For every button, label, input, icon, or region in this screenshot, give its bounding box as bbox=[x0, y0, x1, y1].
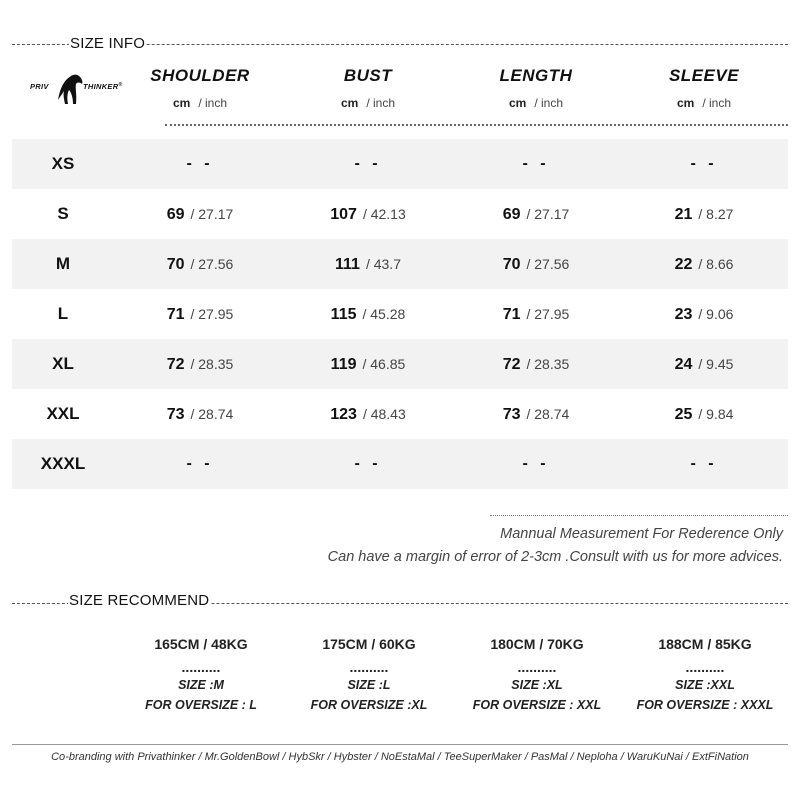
inch-value: / 27.56 bbox=[526, 256, 570, 272]
measurement-cell bbox=[619, 189, 789, 239]
recommendation-card bbox=[284, 636, 454, 712]
notes-dotted-divider bbox=[490, 515, 788, 516]
error-margin-note: Can have a margin of error of 2-3cm .Consult with us for more advices. bbox=[327, 549, 783, 565]
size-recommend-title: SIZE RECOMMEND bbox=[69, 592, 210, 609]
column-header-length bbox=[466, 66, 606, 110]
table-row bbox=[12, 239, 788, 289]
table-row bbox=[12, 389, 788, 439]
inch-value: / 27.95 bbox=[526, 306, 570, 322]
cobranding-footer: Co-branding with Privathinker / Mr.GoldenBowl / HybSkr / Hybster / NoEstaMal / TeeSuperMaker / PasMal / Neploha / WaruKuNai / ExtFiNation bbox=[51, 751, 749, 763]
measurement-cell bbox=[619, 289, 789, 339]
height-weight: 175CM / 60KG bbox=[322, 636, 416, 652]
measurement-cell bbox=[451, 189, 621, 239]
recommended-size: SIZE :L bbox=[347, 678, 391, 692]
empty-value: - - bbox=[522, 155, 550, 172]
inch-value: / 9.06 bbox=[698, 306, 734, 322]
measurement-cell bbox=[619, 139, 789, 189]
empty-value: - - bbox=[186, 155, 214, 172]
table-row bbox=[12, 439, 788, 489]
recommendation-card bbox=[116, 636, 286, 712]
oversize-size: FOR OVERSIZE : L bbox=[145, 698, 257, 712]
size-label: S bbox=[57, 204, 69, 223]
measurement-cell bbox=[451, 389, 621, 439]
inch-value: / 28.35 bbox=[526, 356, 570, 372]
recommended-size: SIZE :XL bbox=[511, 678, 563, 692]
size-label: XXL bbox=[46, 404, 80, 423]
measurement-cell bbox=[619, 239, 789, 289]
measurement-cell bbox=[283, 289, 453, 339]
size-info-title: SIZE INFO bbox=[70, 35, 146, 52]
inch-value: / 27.17 bbox=[526, 206, 570, 222]
inch-value: / 42.13 bbox=[362, 206, 406, 222]
inch-value: / 28.35 bbox=[190, 356, 234, 372]
inch-value: / 48.43 bbox=[362, 406, 406, 422]
height-weight: 165CM / 48KG bbox=[154, 636, 248, 652]
empty-value: - - bbox=[522, 455, 550, 472]
measurement-cell bbox=[283, 239, 453, 289]
measurement-cell bbox=[115, 189, 285, 239]
dotted-separator: .......... bbox=[685, 659, 725, 675]
inch-value: / 43.7 bbox=[365, 256, 401, 272]
footer-divider bbox=[12, 744, 788, 745]
height-weight: 180CM / 70KG bbox=[490, 636, 584, 652]
inch-value: / 28.74 bbox=[526, 406, 570, 422]
measurement-cell bbox=[115, 239, 285, 289]
column-units: cm / inch bbox=[172, 96, 228, 110]
measurement-cell bbox=[283, 139, 453, 189]
size-label: L bbox=[57, 304, 69, 323]
logo-text-left: PRIV bbox=[30, 82, 49, 91]
panther-silhouette-icon bbox=[55, 70, 85, 106]
table-row bbox=[12, 289, 788, 339]
size-label: XL bbox=[52, 354, 74, 373]
cm-value: 71 bbox=[502, 306, 521, 323]
cm-value: 25 bbox=[674, 406, 693, 423]
cm-value: 107 bbox=[330, 206, 357, 223]
oversize-size: FOR OVERSIZE : XXL bbox=[472, 698, 602, 712]
oversize-size: FOR OVERSIZE :XL bbox=[310, 698, 428, 712]
cm-value: 22 bbox=[674, 256, 693, 273]
empty-value: - - bbox=[690, 455, 718, 472]
column-name: SHOULDER bbox=[150, 66, 250, 85]
inch-value: / 27.95 bbox=[190, 306, 234, 322]
column-units: cm / inch bbox=[508, 96, 564, 110]
size-label: XS bbox=[51, 154, 75, 173]
column-units: cm / inch bbox=[340, 96, 396, 110]
inch-value: / 9.84 bbox=[698, 406, 734, 422]
cm-value: 123 bbox=[330, 406, 357, 423]
recommended-size: SIZE :M bbox=[178, 678, 224, 692]
oversize-size: FOR OVERSIZE : XXXL bbox=[636, 698, 774, 712]
measurement-cell bbox=[619, 439, 789, 489]
empty-value: - - bbox=[690, 155, 718, 172]
empty-value: - - bbox=[186, 455, 214, 472]
measurement-cell bbox=[451, 239, 621, 289]
cm-value: 115 bbox=[330, 306, 357, 323]
measurement-note: Mannual Measurement For Rederence Only bbox=[500, 526, 783, 542]
column-header-sleeve bbox=[634, 66, 774, 110]
measurement-cell bbox=[115, 389, 285, 439]
cm-value: 73 bbox=[166, 406, 185, 423]
cm-value: 69 bbox=[166, 206, 185, 223]
table-row bbox=[12, 139, 788, 189]
inch-value: / 27.17 bbox=[190, 206, 234, 222]
size-label: XXXL bbox=[40, 454, 86, 473]
cm-value: 72 bbox=[502, 356, 521, 373]
cm-value: 70 bbox=[166, 256, 185, 273]
cm-value: 72 bbox=[166, 356, 185, 373]
measurement-cell bbox=[115, 289, 285, 339]
inch-value: / 46.85 bbox=[362, 356, 406, 372]
cm-value: 71 bbox=[166, 306, 185, 323]
recommendation-card bbox=[452, 636, 622, 712]
size-label: M bbox=[55, 254, 71, 273]
measurement-cell bbox=[619, 389, 789, 439]
recommended-size: SIZE :XXL bbox=[675, 678, 735, 692]
cm-value: 111 bbox=[335, 256, 360, 273]
logo-text-right: THINKER® bbox=[83, 82, 123, 91]
measurement-cell bbox=[115, 139, 285, 189]
brand-logo bbox=[28, 70, 130, 106]
cm-value: 70 bbox=[502, 256, 521, 273]
cm-value: 21 bbox=[674, 206, 693, 223]
cm-value: 69 bbox=[502, 206, 521, 223]
measurement-cell bbox=[283, 339, 453, 389]
column-header-shoulder bbox=[130, 66, 270, 110]
measurement-cell bbox=[283, 189, 453, 239]
column-name: BUST bbox=[343, 66, 393, 85]
cm-value: 24 bbox=[674, 356, 693, 373]
measurement-cell bbox=[451, 289, 621, 339]
table-row bbox=[12, 339, 788, 389]
measurement-cell bbox=[451, 439, 621, 489]
inch-value: / 8.66 bbox=[698, 256, 734, 272]
recommendation-card bbox=[620, 636, 790, 712]
cm-value: 23 bbox=[674, 306, 693, 323]
measurement-cell bbox=[115, 339, 285, 389]
measurement-cell bbox=[283, 439, 453, 489]
column-name: LENGTH bbox=[499, 66, 573, 85]
dotted-separator: .......... bbox=[349, 659, 389, 675]
height-weight: 188CM / 85KG bbox=[658, 636, 752, 652]
column-name: SLEEVE bbox=[668, 66, 740, 85]
header-dotted-divider bbox=[165, 124, 788, 126]
measurement-cell bbox=[451, 139, 621, 189]
measurement-cell bbox=[115, 439, 285, 489]
inch-value: / 9.45 bbox=[698, 356, 734, 372]
measurement-cell bbox=[451, 339, 621, 389]
dotted-separator: .......... bbox=[517, 659, 557, 675]
inch-value: / 27.56 bbox=[190, 256, 234, 272]
column-header-bust bbox=[298, 66, 438, 110]
inch-value: / 45.28 bbox=[362, 306, 406, 322]
cm-value: 73 bbox=[502, 406, 521, 423]
cm-value: 119 bbox=[330, 356, 357, 373]
table-row bbox=[12, 189, 788, 239]
empty-value: - - bbox=[354, 455, 382, 472]
measurement-cell bbox=[283, 389, 453, 439]
column-units: cm / inch bbox=[676, 96, 732, 110]
dotted-separator: .......... bbox=[181, 659, 221, 675]
inch-value: / 28.74 bbox=[190, 406, 234, 422]
empty-value: - - bbox=[354, 155, 382, 172]
measurement-cell bbox=[619, 339, 789, 389]
inch-value: / 8.27 bbox=[698, 206, 734, 222]
